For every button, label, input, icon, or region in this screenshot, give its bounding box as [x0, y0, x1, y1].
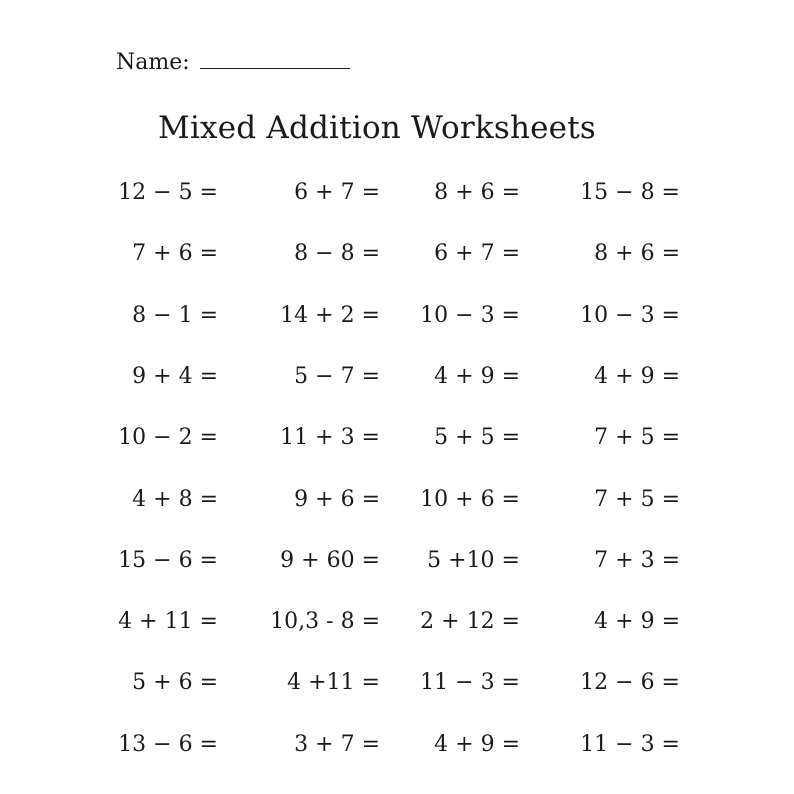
math-problem: 8 + 6 = — [594, 241, 680, 266]
worksheet-title: Mixed Addition Worksheets — [158, 110, 596, 146]
math-problem: 10 − 2 = — [118, 425, 218, 450]
math-problem: 12 − 6 = — [580, 670, 680, 695]
math-problem: 11 − 3 = — [580, 732, 680, 757]
math-problem: 4 + 8 = — [132, 487, 218, 512]
math-problem: 9 + 60 = — [280, 548, 380, 573]
math-problem: 9 + 4 = — [132, 364, 218, 389]
math-problem: 5 +10 = — [427, 548, 520, 573]
math-problem: 7 + 5 = — [594, 425, 680, 450]
math-problem: 4 + 11 = — [118, 609, 218, 634]
math-problem: 12 − 5 = — [118, 180, 218, 205]
math-problem: 9 + 6 = — [294, 487, 380, 512]
math-problem: 10,3 - 8 = — [270, 609, 380, 634]
math-problem: 13 − 6 = — [118, 732, 218, 757]
math-problem: 4 + 9 = — [434, 364, 520, 389]
math-problem: 11 − 3 = — [420, 670, 520, 695]
name-label: Name: — [116, 50, 190, 75]
math-problem: 7 + 6 = — [132, 241, 218, 266]
math-problem: 4 + 9 = — [434, 732, 520, 757]
math-problem: 11 + 3 = — [280, 425, 380, 450]
math-problem: 15 − 8 = — [580, 180, 680, 205]
math-problem: 6 + 7 = — [434, 241, 520, 266]
math-problem: 10 − 3 = — [420, 303, 520, 328]
math-problem: 6 + 7 = — [294, 180, 380, 205]
math-problem: 7 + 5 = — [594, 487, 680, 512]
math-problem: 5 + 5 = — [434, 425, 520, 450]
math-problem: 10 − 3 = — [580, 303, 680, 328]
math-problem: 5 + 6 = — [132, 670, 218, 695]
math-problem: 2 + 12 = — [420, 609, 520, 634]
math-problem: 14 + 2 = — [280, 303, 380, 328]
math-problem: 7 + 3 = — [594, 548, 680, 573]
math-problem: 8 + 6 = — [434, 180, 520, 205]
math-problem: 3 + 7 = — [294, 732, 380, 757]
math-problem: 8 − 1 = — [132, 303, 218, 328]
math-problem: 10 + 6 = — [420, 487, 520, 512]
math-problem: 4 + 9 = — [594, 364, 680, 389]
math-problem: 5 − 7 = — [294, 364, 380, 389]
math-problem: 15 − 6 = — [118, 548, 218, 573]
math-problem: 8 − 8 = — [294, 241, 380, 266]
math-problem: 4 +11 = — [287, 670, 380, 695]
math-problem: 4 + 9 = — [594, 609, 680, 634]
